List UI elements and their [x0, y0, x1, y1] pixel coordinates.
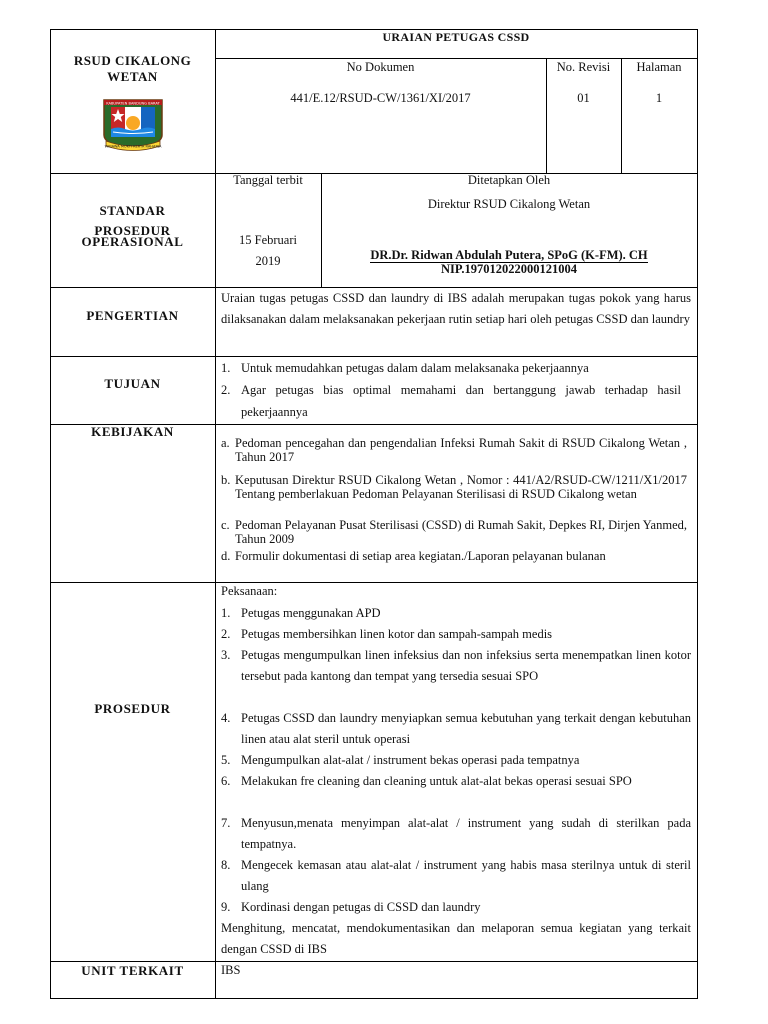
pengertian-text: Uraian tugas petugas CSSD dan laundry di IBS adalah merupakan tugas pokok yang harus dilaksanakan dalam melaksanakan pekerjaan rutin setiap hari oleh petugas CSSD dan laundry — [221, 291, 691, 326]
prosedur-item-number: 9. — [221, 900, 231, 914]
prosedur-item-number: 1. — [221, 606, 231, 620]
kebijakan-item-text: Formulir dokumentasi di setiap area kegiatan./Laporan pelayanan bulanan — [235, 549, 606, 563]
prosedur-closing: Menghitung, mencatat, mendokumentasikan dan melaporan semua kegiatan yang terkait dengan CSSD di IBS — [221, 921, 691, 956]
table-border-left — [50, 30, 51, 998]
prosedur-item-text: Mengumpulkan alat-alat / instrument bekas operasi pada tempatnya — [241, 753, 580, 767]
kebijakan-item-letter: d. — [221, 549, 231, 563]
ditetapkan-oleh: Ditetapkan Oleh — [467, 173, 551, 187]
prosedur-item-text: Mengecek kemasan atau alat-alat / instrument yang habis masa sterilnya untuk di steril ulang — [241, 858, 691, 893]
prosedur-item-number: 6. — [221, 774, 231, 788]
prosedur-label: PROSEDUR — [94, 701, 171, 716]
prosedur-item-text: Menyusun,menata menyimpan alat-alat / instrument yang sudah di sterilkan pada tempatnya. — [241, 816, 691, 851]
table-divider-revisi — [546, 58, 547, 173]
document-title: URAIAN PETUGAS CSSD — [382, 30, 530, 44]
spo-label-line1: STANDAR — [99, 203, 166, 218]
tujuan-item-text: Agar petugas bias optimal memahami dan bertanggung jawab terhadap hasil pekerjaannya — [241, 383, 681, 419]
signer-nip: NIP.197012022000121004 — [440, 262, 577, 276]
kebijakan-item-letter: a. — [221, 436, 230, 450]
prosedur-item-text: Petugas membersihkan linen kotor dan sampah-sampah medis — [241, 627, 553, 641]
tujuan-item-number: 1. — [221, 361, 231, 375]
no-dokumen-label: No Dokumen — [346, 60, 415, 74]
no-revisi-value: 01 — [577, 91, 590, 105]
pengertian-label: PENGERTIAN — [86, 308, 179, 323]
table-border-right — [697, 30, 698, 998]
prosedur-item-number: 4. — [221, 711, 231, 725]
kebijakan-label: KEBIJAKAN — [91, 424, 174, 439]
hospital-name: RSUD CIKALONG WETAN — [73, 53, 192, 84]
unit-terkait-value: IBS — [221, 963, 241, 977]
kebijakan-item-letter: b. — [221, 473, 231, 487]
jabatan-direktur: Direktur RSUD Cikalong Wetan — [427, 197, 591, 211]
prosedur-item-text: Kordinasi dengan petugas di CSSD dan laundry — [241, 900, 481, 914]
prosedur-item-number: 8. — [221, 858, 231, 872]
spo-label-line2: PROSEDUR — [94, 223, 171, 238]
table-divider-halaman — [621, 58, 622, 173]
kebijakan-item-letter: c. — [221, 518, 230, 532]
prosedur-item-number: 3. — [221, 648, 231, 662]
signer-name-wrap — [321, 248, 697, 263]
tanggal-terbit-value-line1: 15 Februari — [239, 233, 297, 247]
spo-document — [50, 29, 698, 999]
table-rule-pengertian — [50, 356, 697, 357]
tanggal-terbit-label: Tanggal terbit — [233, 173, 303, 187]
prosedur-item-text: Petugas CSSD dan laundry menyiapkan semua kebutuhan yang terkait dengan kebutuhan linen atau alat steril untuk operasi — [241, 711, 691, 746]
crest-top-text: KABUPATEN BANDUNG BARAT — [106, 101, 160, 106]
regency-crest-icon — [100, 97, 166, 157]
no-dokumen-value: 441/E.12/RSUD-CW/1361/XI/2017 — [290, 91, 471, 105]
prosedur-item-text: Petugas menggunakan APD — [241, 606, 381, 620]
prosedur-item-number: 2. — [221, 627, 231, 641]
tujuan-item-text: Untuk memudahkan petugas dalam dalam melaksanaka pekerjaannya — [241, 361, 589, 375]
prosedur-intro: Peksanaan: — [221, 584, 278, 598]
tanggal-terbit-value-line2: 2019 — [255, 254, 281, 268]
kebijakan-item-text: Pedoman Pelayanan Pusat Sterilisasi (CSSD) di Rumah Sakit, Depkes RI, Dirjen Yanmed, Tahun 2009 — [235, 518, 687, 546]
no-revisi-label: No. Revisi — [556, 60, 611, 74]
prosedur-item-text: Petugas mengumpulkan linen infeksius dan non infeksius serta menempatkan linen kotor tersebut pada kantong dan tempat yang tersedia sesuai SPO — [241, 648, 691, 683]
kebijakan-item-text: Keputusan Direktur RSUD Cikalong Wetan , Nomor : 441/A2/RSUD-CW/1211/X1/2017 Tentang pemberlakuan Pedoman Pelayanan Sterilisasi di RSUD Cikalong wetan — [235, 473, 687, 501]
prosedur-item-number: 5. — [221, 753, 231, 767]
prosedur-item-number: 7. — [221, 816, 231, 830]
unit-terkait-label: UNIT TERKAIT — [81, 963, 184, 978]
table-rule-title — [215, 58, 697, 59]
halaman-label: Halaman — [636, 60, 682, 74]
kebijakan-item-text: Pedoman pencegahan dan pengendalian Infeksi Rumah Sakit di RSUD Cikalong Wetan , Tahun 2017 — [235, 436, 687, 464]
spo-label-line3: OPERASIONAL — [81, 234, 184, 249]
tujuan-item-number: 2. — [221, 383, 231, 397]
crest-motto-text: WIBAWA MUKTI KERTA RAHARJA — [104, 144, 162, 149]
tujuan-label: TUJUAN — [104, 376, 161, 391]
prosedur-item-text: Melakukan fre cleaning dan cleaning untuk alat-alat bekas operasi sesuai SPO — [241, 774, 632, 788]
signer-name: DR.Dr. Ridwan Abdulah Putera, SPoG (K-FM). CH — [370, 248, 648, 262]
halaman-value: 1 — [655, 91, 663, 105]
